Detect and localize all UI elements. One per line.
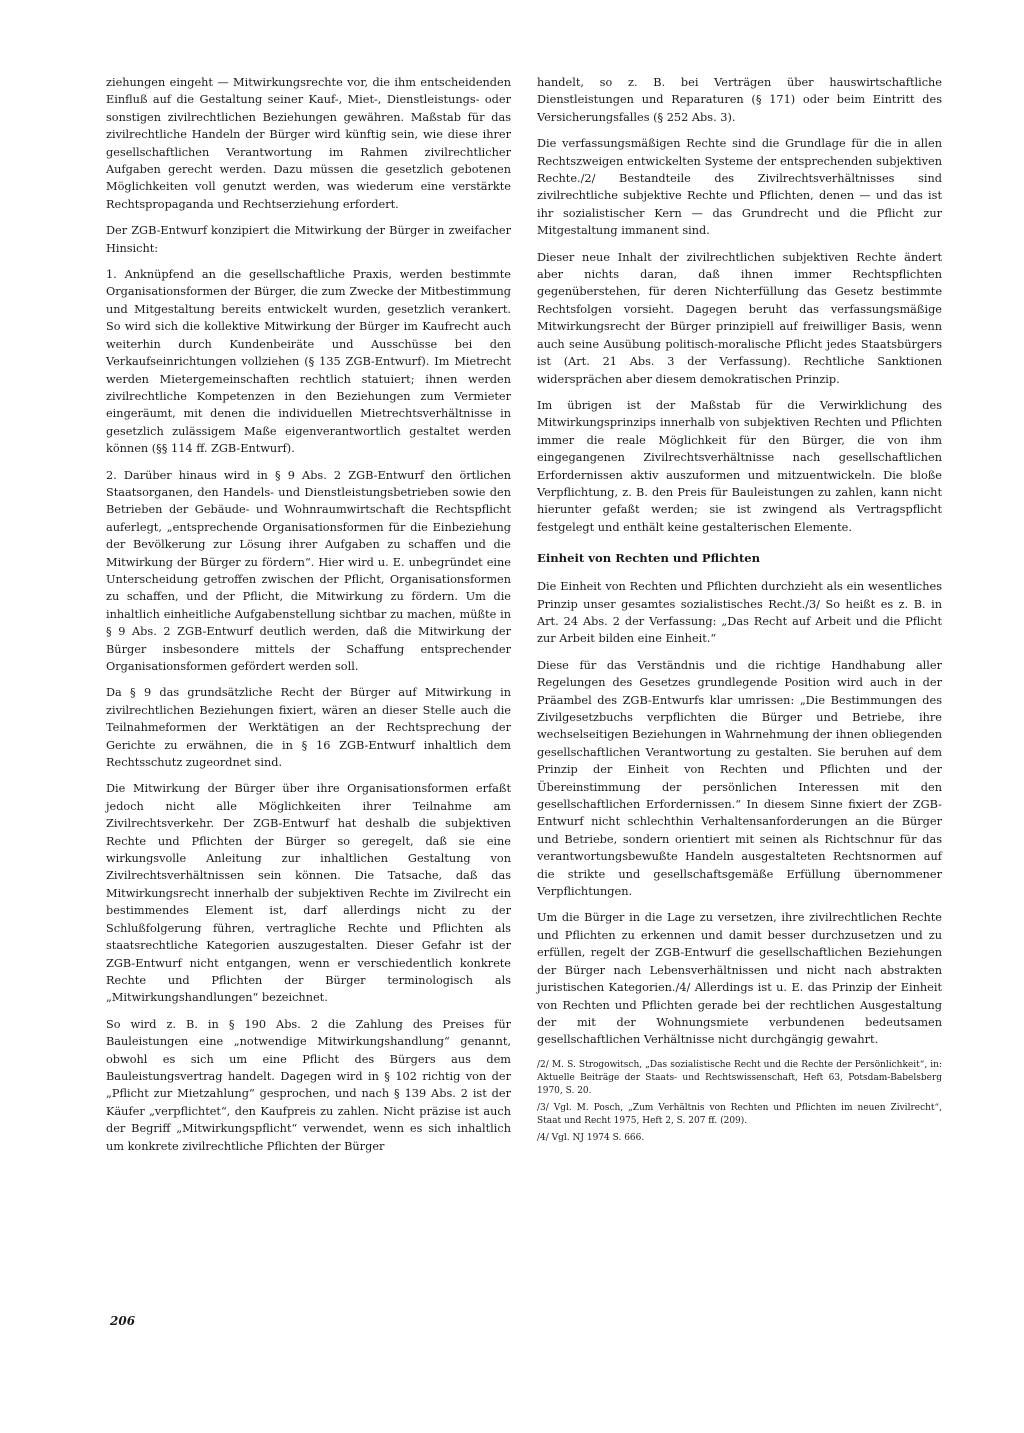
body-paragraph: 1. Anknüpfend an die gesellschaftliche Praxis, werden bestimmte Organisationsformen der Bürger, die zum Zwecke der Mitbestimmung und Mitgestaltung bereits entwickelt wurden, gesetzlich verankert. So wird sich die kollektive Mitwirkung der Bürger im Kaufrecht auch weiterhin durch Kundenbeiräte und Ausschüsse bei den Verkaufseinrichtungen vollziehen (§ 135 ZGB-Entwurf). Im Mietrecht werden Mietergemeinschaften rechtlich statuiert; ihnen werden zivilrechtliche Kompetenzen in den Beziehungen zum Vermieter eingeräumt, mit denen die individuellen Mietrechtsverhältnisse in gesetzlich zulässigem Maße eigenverantwortlich gestaltet werden können (§§ 114 ff. ZGB-Entwurf). xyxy=(106,268,511,456)
body-paragraph: Die Einheit von Rechten und Pflichten durchzieht als ein wesentliches Prinzip unser gesamtes sozialistisches Recht./3/ So heißt es z. B. in Art. 24 Abs. 2 der Verfassung: „Das Recht auf Arbeit und die Pflicht zur Arbeit bilden eine Einheit.“ xyxy=(537,580,942,646)
footnote: /2/ M. S. Strogowitsch, „Das sozialistische Recht und die Rechte der Persönlichkeit“, in: Aktuelle Beiträge der Staats- und Rechtswissenschaft, Heft 63, Potsdam-Babelsberg 1970, S. 20. xyxy=(537,1059,942,1096)
body-paragraph: handelt, so z. B. bei Verträgen über hauswirtschaftliche Dienstleistungen und Reparaturen (§ 171) oder beim Eintritt des Versicherungsfalles (§ 252 Abs. 3). xyxy=(537,76,942,124)
section-heading: Einheit von Rechten und Pflichten xyxy=(537,551,761,566)
footnotes xyxy=(537,1059,942,1145)
body-paragraph: 2. Darüber hinaus wird in § 9 Abs. 2 ZGB-Entwurf den örtlichen Staatsorganen, den Handels- und Dienstleistungsbetrieben sowie den Betrieben der Gebäude- und Wohnraumwirtschaft die Rechtspflicht auferlegt, „entsprechende Organisationsformen für die Einbeziehung der Bevölkerung zur Lösung ihrer Aufgaben zu schaffen und die Mitwirkung der Bürger zu fördern“. Hier wird u. E. unbegründet eine Unterscheidung getroffen zwischen der Pflicht, Organisationsformen zu schaffen, und der Pflicht, die Mitwirkung zu fördern. Um die inhaltlich einheitliche Aufgabenstellung sichtbar zu machen, müßte in § 9 Abs. 2 ZGB-Entwurf deutlich werden, daß die Mitwirkung der Bürger insbesondere mittels der Schaffung entsprechender Organisationsformen gefördert werden soll. xyxy=(106,468,511,673)
body-paragraph: Da § 9 das grundsätzliche Recht der Bürger auf Mitwirkung in zivilrechtlichen Beziehungen fixiert, wären an dieser Stelle auch die Teilnahmeformen der Werktätigen an der Rechtsprechung der Gerichte zu erwähnen, die in § 16 ZGB-Entwurf inhaltlich dem Rechtsschutz zugeordnet sind. xyxy=(106,686,511,770)
footnote: /3/ Vgl. M. Posch, „Zum Verhältnis von Rechten und Pflichten im neuen Zivilrecht“, Staat und Recht 1975, Heft 2, S. 207 ff. (209). xyxy=(537,1102,942,1126)
body-paragraph: Dieser neue Inhalt der zivilrechtlichen subjektiven Rechte ändert aber nichts daran, daß ihnen immer Rechtspflichten gegenüberstehen, für deren Nichterfüllung das Gesetz bestimmte Rechtsfolgen vorsieht. Dagegen beruht das verfassungsmäßige Mitwirkungsrecht der Bürger prinzipiell auf freiwilliger Basis, wenn auch seine Ausübung politisch-moralische Pflicht jedes Staatsbürgers ist (Art. 21 Abs. 3 der Verfassung). Rechtliche Sanktionen widersprächen aber diesem demokratischen Prinzip. xyxy=(537,250,942,386)
left-column xyxy=(106,74,511,1164)
body-paragraph: ziehungen eingeht — Mitwirkungsrechte vor, die ihm entscheidenden Einfluß auf die Gestaltung seiner Kauf-, Miet-, Dienstleistungs- oder sonstigen zivilrechtlichen Beziehungen gewähren. Maßstab für das zivilrechtliche Handeln der Bürger wird künftig sein, wie diese ihrer gesellschaftlichen Verantwortung im Rahmen zivilrechtlicher Aufgaben gerecht werden. Dazu müssen die gesetzlich gebotenen Möglichkeiten voll genutzt werden, was wiederum eine verstärkte Rechtspropaganda und Rechtserziehung erfordert. xyxy=(106,76,511,211)
body-paragraph: Diese für das Verständnis und die richtige Handhabung aller Regelungen des Gesetzes grundlegende Position wird auch in der Präambel des ZGB-Entwurfs klar umrissen: „Die Bestimmungen des Zivilgesetzbuchs verpflichten die Bürger und Betriebe, ihre wechselseitigen Beziehungen in Wahrnehmung der ihnen obliegenden gesellschaftlichen Verantwortung zu gestalten. Sie beruhen auf dem Prinzip der Einheit von Rechten und Pflichten und der Übereinstimmung der persönlichen Interessen mit den gesellschaftlichen Erfordernissen.“ In diesem Sinne fixiert der ZGB-Entwurf nicht schlechthin Verhaltensanforderungen an die Bürger und Betriebe, sondern orientiert mit seinen als Richtschnur für das verantwortungsbewußte Handeln ausgestalteten Rechtsnormen auf die strikte und gesellschaftsgemäße Erfüllung übernommener Verpflichtungen. xyxy=(537,658,942,899)
footnote: /4/ Vgl. NJ 1974 S. 666. xyxy=(537,1132,645,1143)
body-paragraph: Im übrigen ist der Maßstab für die Verwirklichung des Mitwirkungsprinzips innerhalb von subjektiven Rechten und Pflichten immer die reale Möglichkeit für den Bürger, die von ihm eingegangenen Zivilrechtsverhältnisse nach gesellschaftlichen Erfordernissen aktiv auszuformen und mitzuentwickeln. Die bloße Verpflichtung, z. B. den Preis für Bauleistungen zu zahlen, kann nicht hierunter gefaßt werden; sie ist zwingend als Vertragspflicht festgelegt und enthält keine gestalterischen Elemente. xyxy=(537,398,942,534)
body-paragraph: Der ZGB-Entwurf konzipiert die Mitwirkung der Bürger in zweifacher Hinsicht: xyxy=(106,224,511,255)
body-paragraph: Die verfassungsmäßigen Rechte sind die Grundlage für die in allen Rechtszweigen entwickelten Systeme der entsprechenden subjektiven Rechte./2/ Bestandteile des Zivilrechtsverhältnisses sind zivilrechtliche subjektive Rechte und Pflichten, denen — und das ist ihr sozialistischer Kern — das Grundrecht und die Pflicht zur Mitgestaltung immanent sind. xyxy=(537,137,942,238)
body-paragraph: So wird z. B. in § 190 Abs. 2 die Zahlung des Preises für Bauleistungen eine „notwendige Mitwirkungshandlung“ genannt, obwohl es sich um eine Pflicht des Bürgers aus dem Bauleistungsvertrag handelt. Dagegen wird in § 102 richtig von der „Pflicht zur Mietzahlung“ gesprochen, und nach § 139 Abs. 2 ist der Käufer „verpflichtet“, den Kaufpreis zu zahlen. Nicht präzise ist auch der Begriff „Mitwirkungspflicht“ verwendet, wenn es sich inhaltlich um konkrete zivilrechtliche Pflichten der Bürger xyxy=(106,1017,511,1153)
page-number: 206 xyxy=(110,1314,136,1328)
body-paragraph: Die Mitwirkung der Bürger über ihre Organisationsformen erfaßt jedoch nicht alle Möglichkeiten ihrer Teilnahme am Zivilrechtsverkehr. Der ZGB-Entwurf hat deshalb die subjektiven Rechte und Pflichten der Bürger so geregelt, daß sie eine wirkungsvolle Anleitung zur inhaltlichen Gestaltung von Zivilrechtsverhältnissen sein können. Die Tatsache, daß das Mitwirkungsrecht innerhalb der subjektiven Rechte im Zivilrecht ein bestimmendes Element ist, darf allerdings nicht zu der Schlußfolgerung führen, vertragliche Rechte und Pflichten als staatsrechtliche Kategorien auszugestalten. Dieser Gefahr ist der ZGB-Entwurf nicht entgangen, wenn er verschiedentlich konkrete Rechte und Pflichten der Bürger terminologisch als „Mitwirkungshandlungen“ bezeichnet. xyxy=(106,782,511,1005)
right-column xyxy=(537,74,942,1149)
body-paragraph: Um die Bürger in die Lage zu versetzen, ihre zivilrechtlichen Rechte und Pflichten zu erkennen und damit besser durchzusetzen und zu erfüllen, regelt der ZGB-Entwurf die gesellschaftlichen Beziehungen der Bürger nach Lebensverhältnissen und nicht nach abstrakten juristischen Kategorien./4/ Allerdings ist u. E. das Prinzip der Einheit von Rechten und Pflichten gerade bei der rechtlichen Ausgestaltung der mit der Wohnungsmiete verbundenen bedeutsamen gesellschaftlichen Verhältnisse nicht durchgängig gewahrt. xyxy=(537,911,942,1047)
